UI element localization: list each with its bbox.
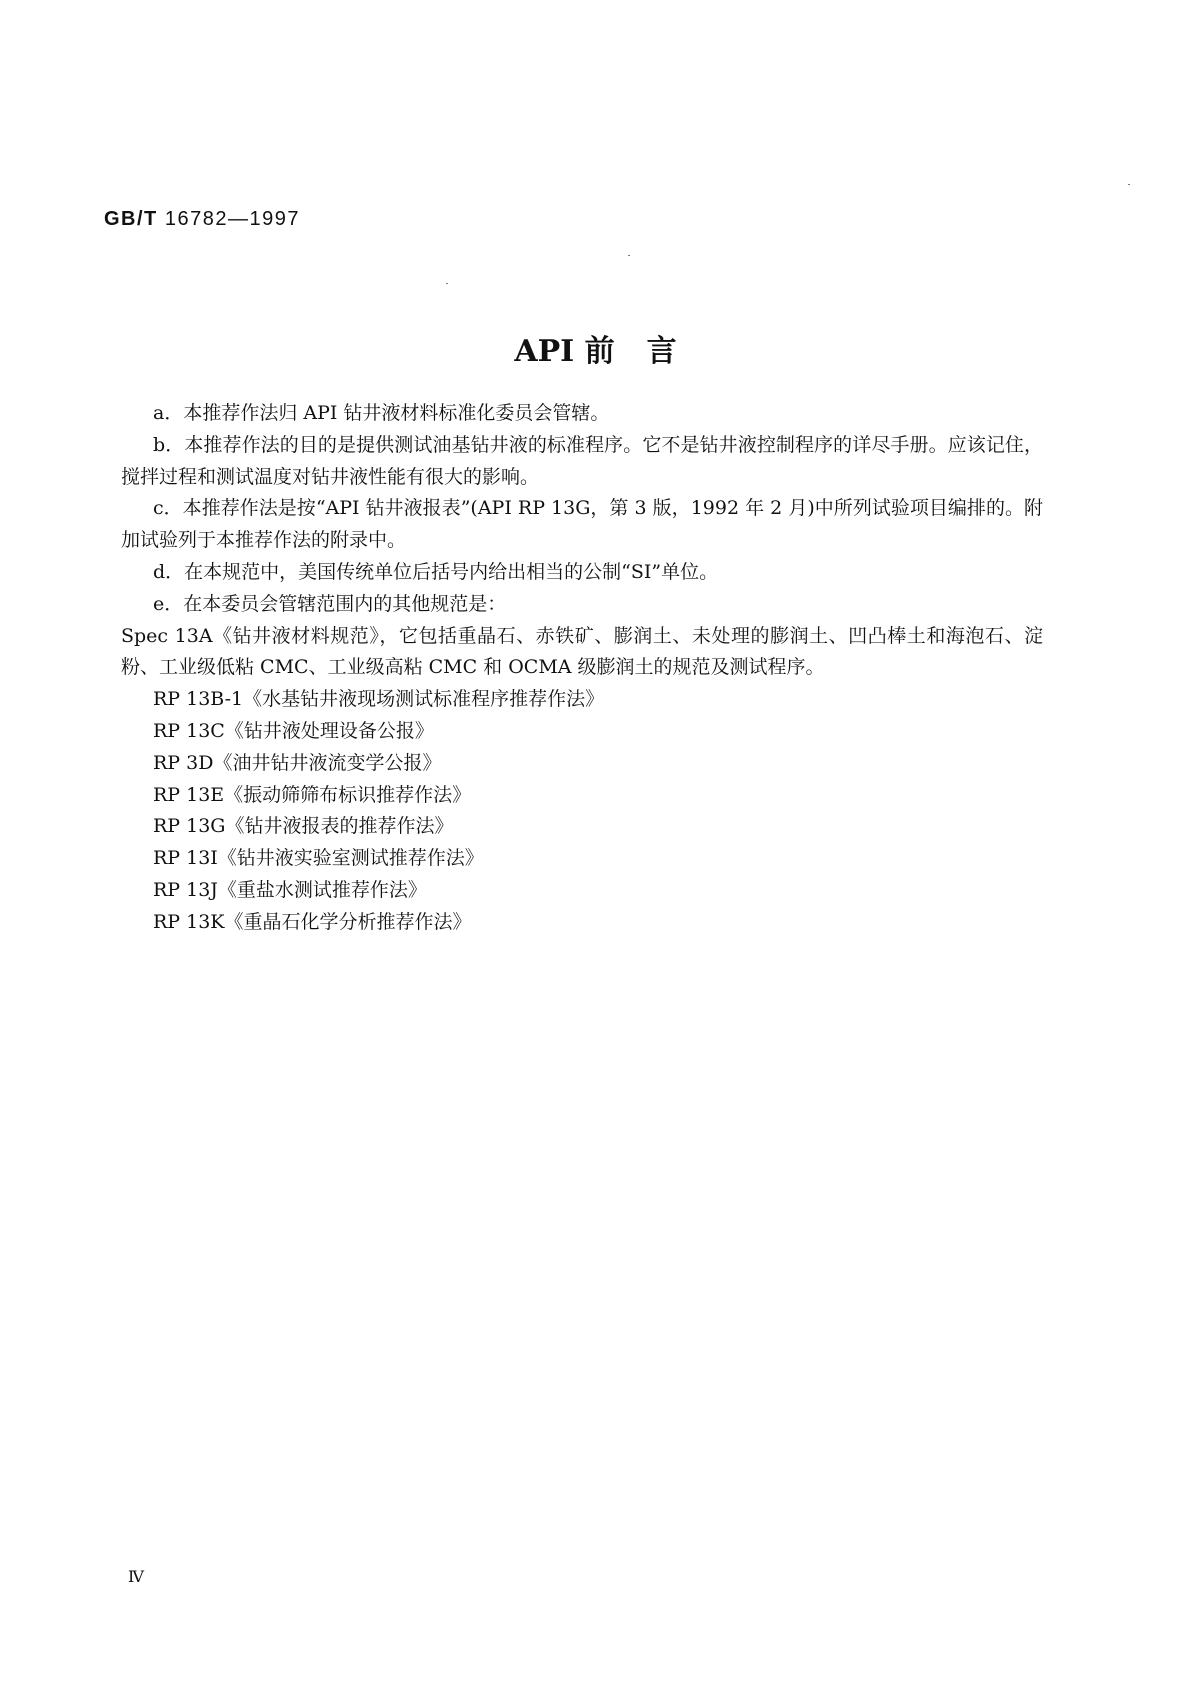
rp-list-item: RP 13C《钻井液处理设备公报》	[153, 719, 434, 742]
standard-code	[104, 208, 300, 231]
scan-speck	[446, 283, 448, 284]
paragraph-e: e．在本委员会管辖范围内的其他规范是：	[153, 592, 507, 615]
page-title-suffix: 言	[646, 334, 677, 369]
paragraph-b: b．本推荐作法的目的是提供测试油基钻井液的标准程序。它不是钻井液控制程序的详尽手册。应该记住，搅拌过程和测试温度对钻井液性能有很大的影响。	[121, 433, 1043, 488]
paragraph-a: a．本推荐作法归 API 钻井液材料标准化委员会管辖。	[153, 402, 610, 424]
paragraph-c: c．本推荐作法是按“API 钻井液报表”(API RP 13G，第 3 版，1992 年 2 月)中所列试验项目编排的。附加试验列于本推荐作法的附录中。	[121, 497, 1043, 552]
rp-list-item: RP 13B-1《水基钻井液现场测试标准程序推荐作法》	[153, 688, 605, 711]
page-title-main: API 前	[514, 334, 615, 369]
scan-speck	[628, 255, 630, 256]
document-body	[121, 398, 1043, 939]
rp-list-item: RP 13G《钻井液报表的推荐作法》	[153, 815, 454, 838]
rp-list-item: RP 13I《钻井液实验室测试推荐作法》	[153, 847, 484, 870]
standard-code-prefix: GB/T	[104, 208, 158, 230]
paragraph-d: d．在本规范中，美国传统单位后括号内给出相当的公制“SI”单位。	[153, 560, 719, 583]
rp-list-item: RP 13K《重晶石化学分析推荐作法》	[153, 910, 472, 933]
scan-speck	[1128, 184, 1130, 185]
page-title	[0, 326, 1191, 370]
rp-list-item: RP 13E《振动筛筛布标识推荐作法》	[153, 783, 472, 806]
spec-paragraph: Spec 13A《钻井液材料规范》，它包括重晶石、赤铁矿、膨润土、未处理的膨润土、凹凸棒土和海泡石、淀粉、工业级低粘 CMC、工业级高粘 CMC 和 OCMA 级膨润土的规范及测试程序。	[121, 624, 1043, 679]
page-number: Ⅳ	[128, 1567, 144, 1586]
standard-code-number: 16782—1997	[164, 208, 300, 230]
rp-list-item: RP 13J《重盐水测试推荐作法》	[153, 878, 427, 901]
rp-list-item: RP 3D《油井钻井液流变学公报》	[153, 751, 442, 774]
